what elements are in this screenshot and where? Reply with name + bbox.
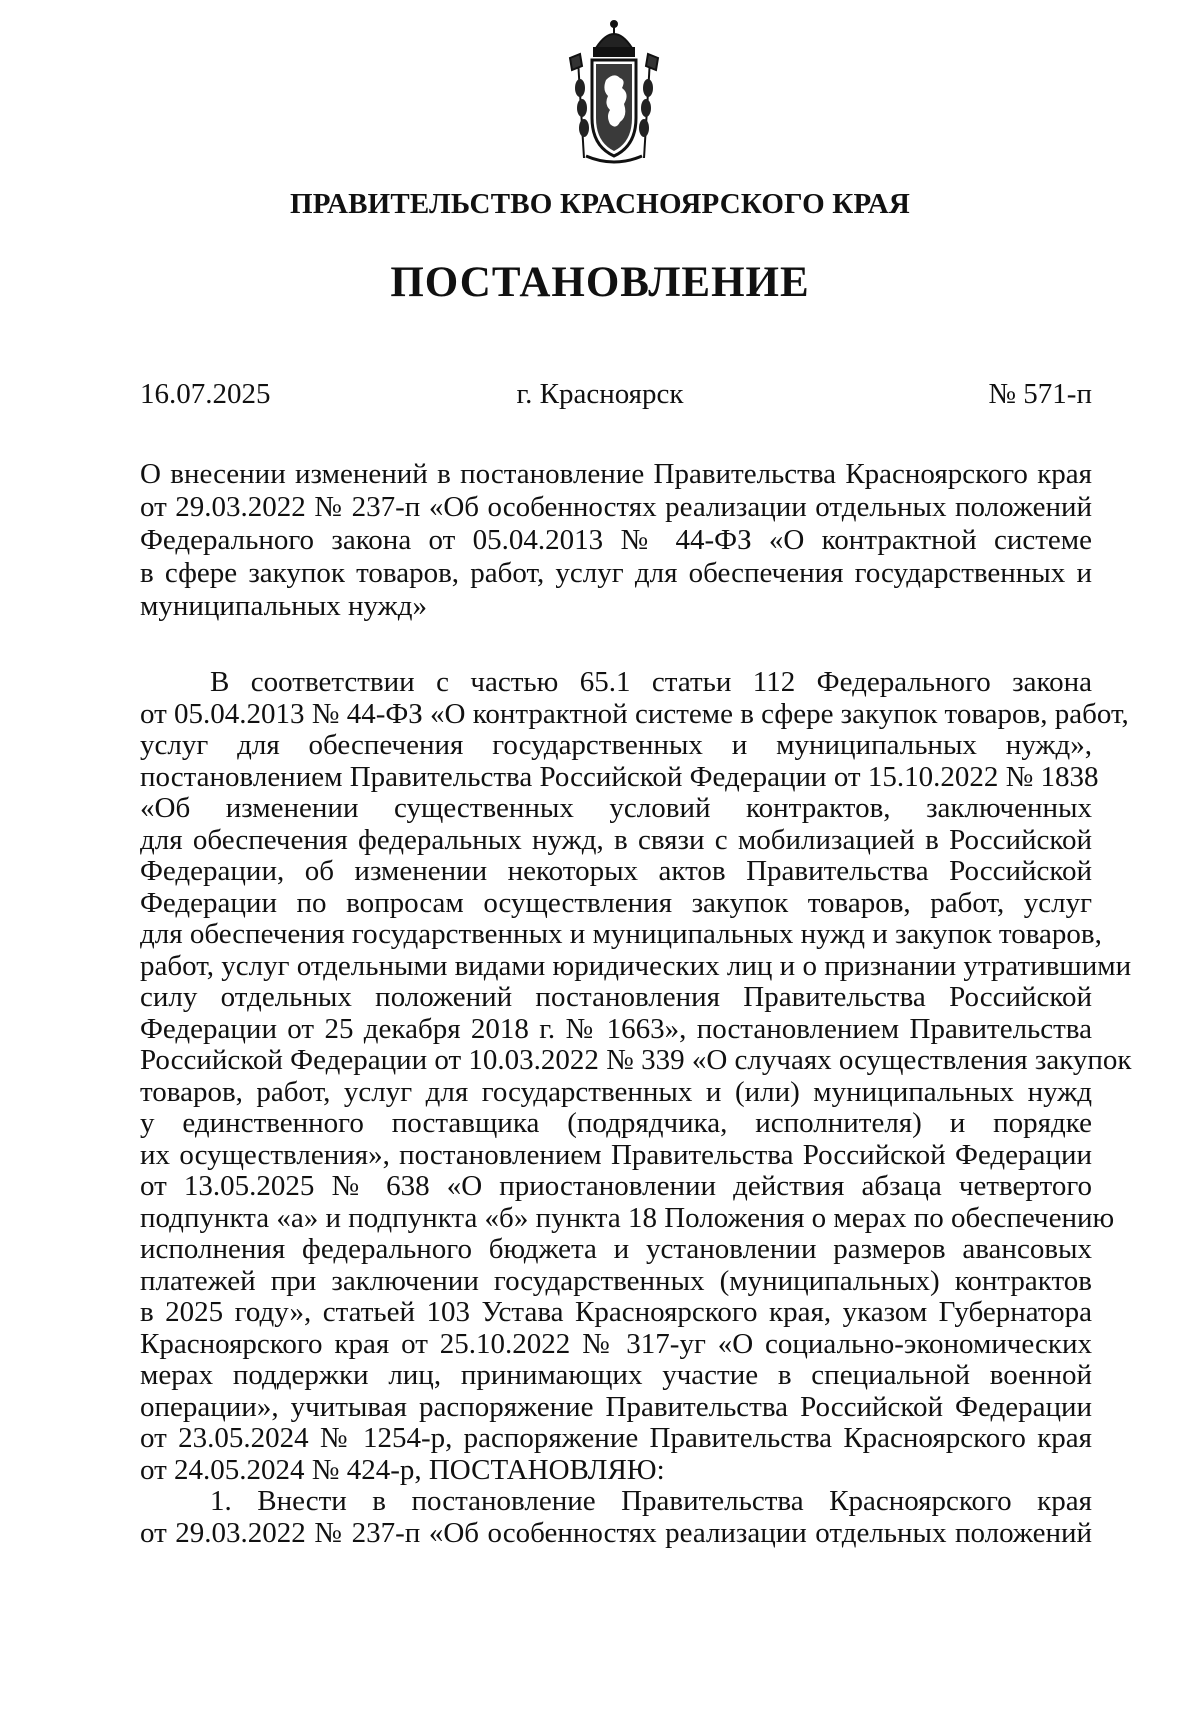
- body-line: их осуществления», постановлением Правительства Российской Федерации: [140, 1138, 1092, 1171]
- body-line: 1. Внести в постановление Правительства Красноярского края: [210, 1485, 1092, 1517]
- title-line: от 29.03.2022 № 237-п «Об особенностях реализации отдельных положений: [140, 491, 1092, 523]
- body-line: от 05.04.2013 № 44-ФЗ «О контрактной системе в сфере закупок товаров, работ,: [140, 697, 1129, 730]
- title-line: Федерального закона от 05.04.2013 № 44-ФЗ «О контрактной системе: [140, 524, 1092, 556]
- title-line: муниципальных нужд»: [140, 590, 427, 622]
- body-line: Федерации от 25 декабря 2018 г. № 1663», постановлением Правительства: [140, 1012, 1092, 1045]
- body-line: от 23.05.2024 № 1254-р, распоряжение Правительства Красноярского края: [140, 1422, 1092, 1454]
- body-line: услуг для обеспечения государственных и муниципальных нужд»,: [140, 729, 1092, 761]
- body-line: в 2025 году», статьей 103 Устава Красноярского края, указом Губернатора: [140, 1296, 1092, 1328]
- body-line: мерах поддержки лиц, принимающих участие в специальной военной: [140, 1359, 1092, 1391]
- body-line: операции», учитывая распоряжение Правительства Российской Федерации: [140, 1390, 1092, 1423]
- body-line: от 24.05.2024 № 424-р, ПОСТАНОВЛЯЮ:: [140, 1453, 665, 1486]
- title-line: в сфере закупок товаров, работ, услуг для обеспечения государственных и: [140, 557, 1092, 589]
- body-line: от 29.03.2022 № 237-п «Об особенностях реализации отдельных положений: [140, 1516, 1092, 1549]
- body-line: от 13.05.2025 № 638 «О приостановлении действия абзаца четвертого: [140, 1170, 1092, 1202]
- body-line: Красноярского края от 25.10.2022 № 317-уг «О социально-экономических: [140, 1327, 1092, 1360]
- body-line: работ, услуг отдельными видами юридических лиц и о признании утратившими: [140, 949, 1132, 982]
- body-line: для обеспечения государственных и муниципальных нужд и закупок товаров,: [140, 918, 1102, 950]
- body-line: Федерации, об изменении некоторых актов Правительства Российской: [140, 855, 1092, 887]
- document-body: [140, 666, 1132, 1549]
- body-line: товаров, работ, услуг для государственных и (или) муниципальных нужд: [140, 1075, 1092, 1108]
- body-line: платежей при заключении государственных (муниципальных) контрактов: [140, 1264, 1092, 1297]
- body-line: у единственного поставщика (подрядчика, исполнителя) и порядке: [140, 1107, 1092, 1139]
- body-line: исполнения федерального бюджета и установлении размеров авансовых: [140, 1233, 1092, 1265]
- document-number: № 571-п: [988, 378, 1092, 410]
- document-type-heading: ПОСТАНОВЛЕНИЕ: [390, 259, 810, 306]
- title-line: О внесении изменений в постановление Правительства Красноярского края: [140, 458, 1092, 490]
- krasnoyarsk-coat-of-arms-icon: [560, 18, 668, 168]
- document-title: [140, 458, 1092, 623]
- body-line: силу отдельных положений постановления Правительства Российской: [140, 981, 1092, 1013]
- body-line: постановлением Правительства Российской Федерации от 15.10.2022 № 1838: [140, 760, 1099, 793]
- body-line: «Об изменении существенных условий контрактов, заключенных: [140, 792, 1092, 824]
- body-line: Федерации по вопросам осуществления закупок товаров, работ, услуг: [140, 886, 1092, 919]
- body-line: Российской Федерации от 10.03.2022 № 339 «О случаях осуществления закупок: [140, 1044, 1132, 1076]
- body-line: для обеспечения федеральных нужд, в связи с мобилизацией в Российской: [140, 823, 1092, 856]
- body-line: В соответствии с частью 65.1 статьи 112 Федерального закона: [210, 666, 1092, 698]
- organization-heading: ПРАВИТЕЛЬСТВО КРАСНОЯРСКОГО КРАЯ: [289, 188, 911, 220]
- document-date: 16.07.2025: [140, 378, 271, 410]
- document-city: г. Красноярск: [516, 378, 684, 410]
- body-line: подпункта «а» и подпункта «б» пункта 18 Положения о мерах по обеспечению: [140, 1201, 1115, 1234]
